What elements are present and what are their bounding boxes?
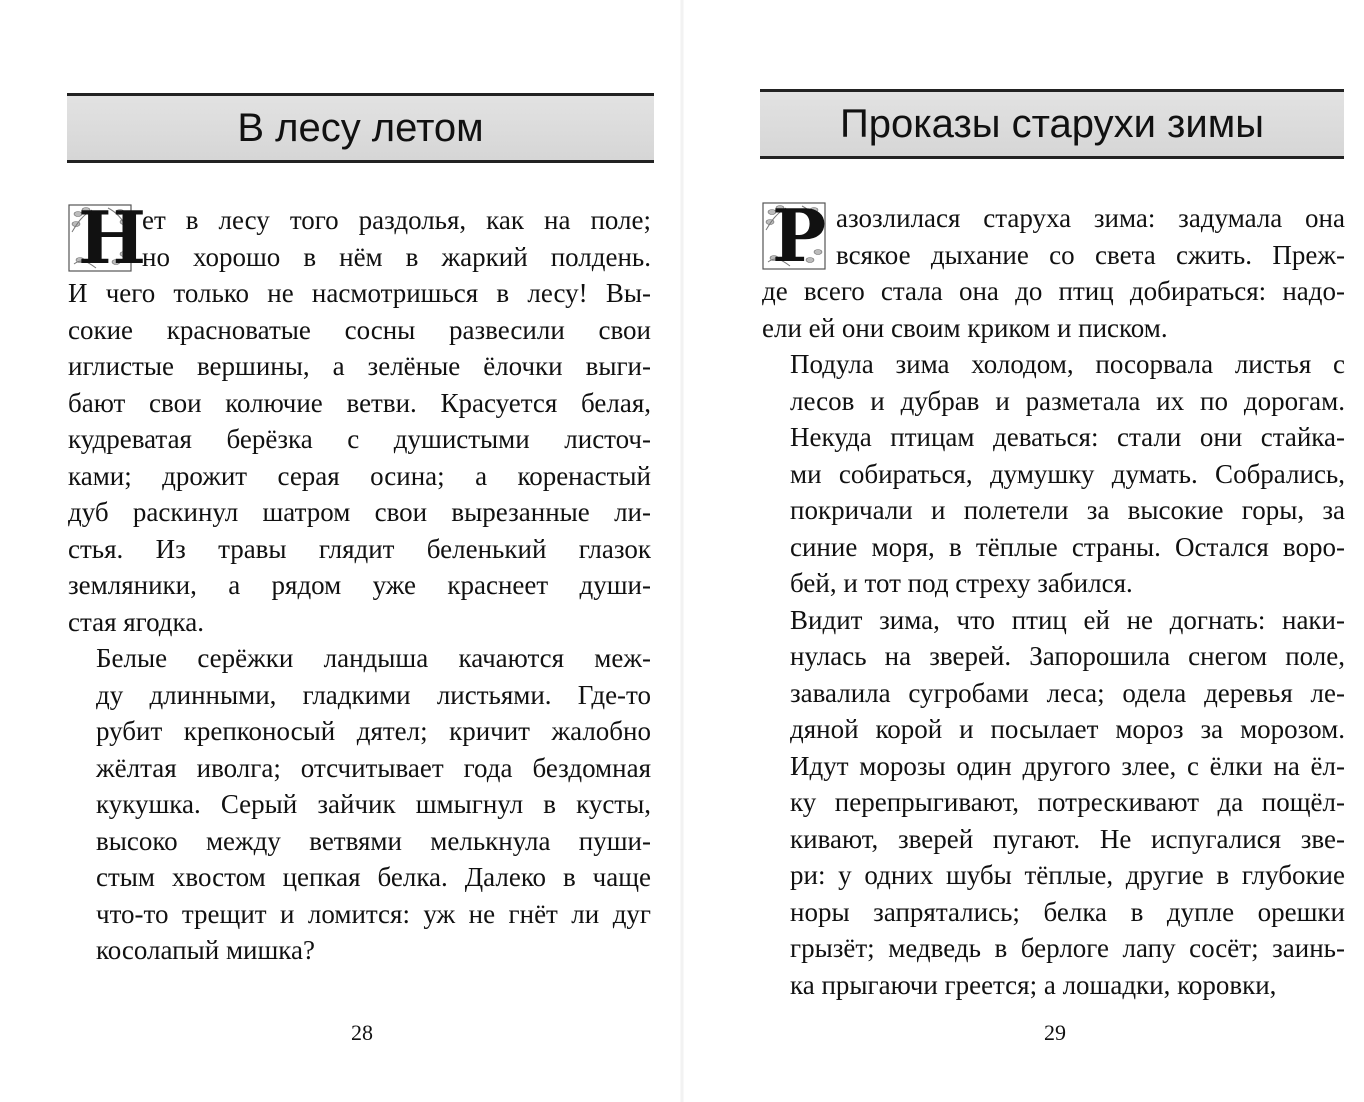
right-page (682, 0, 1364, 1102)
text-line: рубит крепконосый дятел; кричит жалобно (96, 716, 651, 746)
paragraph (762, 602, 1345, 1004)
text-line: кудреватая берёзка с душистыми листоч- (68, 424, 651, 454)
text-line: азозлилася старуха зима: задумала она (836, 203, 1345, 233)
text-line: дяной корой и посылает мороз за морозом. (790, 714, 1345, 744)
text-line: ет в лесу того раздолья, как на поле; (142, 205, 651, 235)
left-text-block (68, 195, 651, 969)
text-line: стым хвостом цепкая белка. Далеко в чаще (96, 862, 651, 892)
text-line: жёлтая иволга; отсчитывает года бездомная (96, 752, 651, 783)
text-line: высоко между ветвями мелькнула пуши- (96, 825, 651, 856)
text-line: завалила сугробами леса; одела деревья ле- (790, 677, 1345, 708)
text-line: косолапый мишка? (96, 935, 315, 965)
text-line: земляники, а рядом уже краснеет души- (68, 570, 651, 600)
right-title-band (760, 89, 1344, 159)
paragraph (762, 193, 1345, 346)
dropcap-letter: Н (78, 195, 147, 280)
text-line: всякое дыхание со света сжить. Преж- (836, 239, 1345, 270)
text-line: стья. Из травы глядит беленький глазок (68, 533, 651, 564)
text-line: ка прыгаючи греется; а лошадки, коровки, (790, 969, 1277, 1000)
text-line: ку перепрыгивают, потрескивают да пощёл- (790, 787, 1345, 817)
text-line: Некуда птицам деваться: стали они стайка- (790, 422, 1345, 452)
text-line: но хорошо в нём в жаркий полдень. (142, 241, 651, 272)
dropcap (762, 193, 827, 278)
text-line: покричали и полетели за высокие горы, за (790, 495, 1345, 525)
text-line: синие моря, в тёплые страны. Остался воро- (790, 531, 1345, 562)
text-line: ри: у одних шубы тёплые, другие в глубокие (790, 860, 1345, 890)
text-line: ками; дрожит серая осина; а коренастый (68, 460, 651, 491)
text-line: иглистые вершины, а зелёные ёлочки выги- (68, 351, 651, 381)
dropcap-letter: Р (772, 193, 827, 278)
right-page-title: Проказы старухи зимы (840, 101, 1264, 146)
right-text-block (762, 193, 1345, 1003)
text-line: бей, и тот под стреху забился. (790, 568, 1133, 598)
text-line: Подула зима холодом, посорвала листья с (790, 349, 1345, 379)
text-line: кукушка. Серый зайчик шмыгнул в кусты, (96, 789, 651, 819)
left-page-title: В лесу летом (237, 105, 484, 150)
text-line: сокие красноватые сосны развесили свои (68, 314, 651, 345)
text-line: грызёт; медведь в берлоге лапу сосёт; заинь- (790, 933, 1345, 963)
text-line: Белые серёжки ландыша качаются меж- (96, 643, 651, 673)
text-line: Видит зима, что птиц ей не догнать: наки- (790, 604, 1345, 635)
text-line: Идут морозы один другого злее, с ёлки на ёл- (790, 750, 1345, 781)
text-line: де всего стала она до птиц добираться: надо- (762, 276, 1345, 306)
text-line: ели ей они своим криком и писком. (762, 312, 1168, 343)
text-line: лесов и дубрав и разметала их по дорогам. (790, 385, 1345, 416)
text-line: нулась на зверей. Запорошила снегом поле, (790, 641, 1345, 671)
text-line: что-то трещит и ломится: уж не гнёт ли дуг (96, 898, 651, 929)
text-line: ми собираться, думушку думать. Собрались, (790, 458, 1345, 489)
paragraph (68, 640, 651, 969)
left-page-number: 28 (351, 1020, 373, 1045)
left-title-band (67, 93, 654, 163)
paragraph (68, 195, 651, 640)
paragraph (762, 346, 1345, 602)
dropcap (68, 195, 147, 280)
text-line: ду длинными, гладкими листьями. Где-то (96, 679, 651, 710)
text-line: дуб раскинул шатром свои вырезанные ли- (68, 497, 651, 527)
right-page-number: 29 (1044, 1020, 1066, 1045)
text-line: стая ягодка. (68, 606, 204, 637)
text-line: кивают, зверей пугают. Не испугалися зве- (790, 823, 1345, 854)
text-line: норы запрятались; белка в дупле орешки (790, 896, 1345, 927)
text-line: И чего только не насмотришься в лесу! Вы- (68, 278, 651, 308)
text-line: бают свои колючие ветви. Красуется белая, (68, 387, 651, 418)
